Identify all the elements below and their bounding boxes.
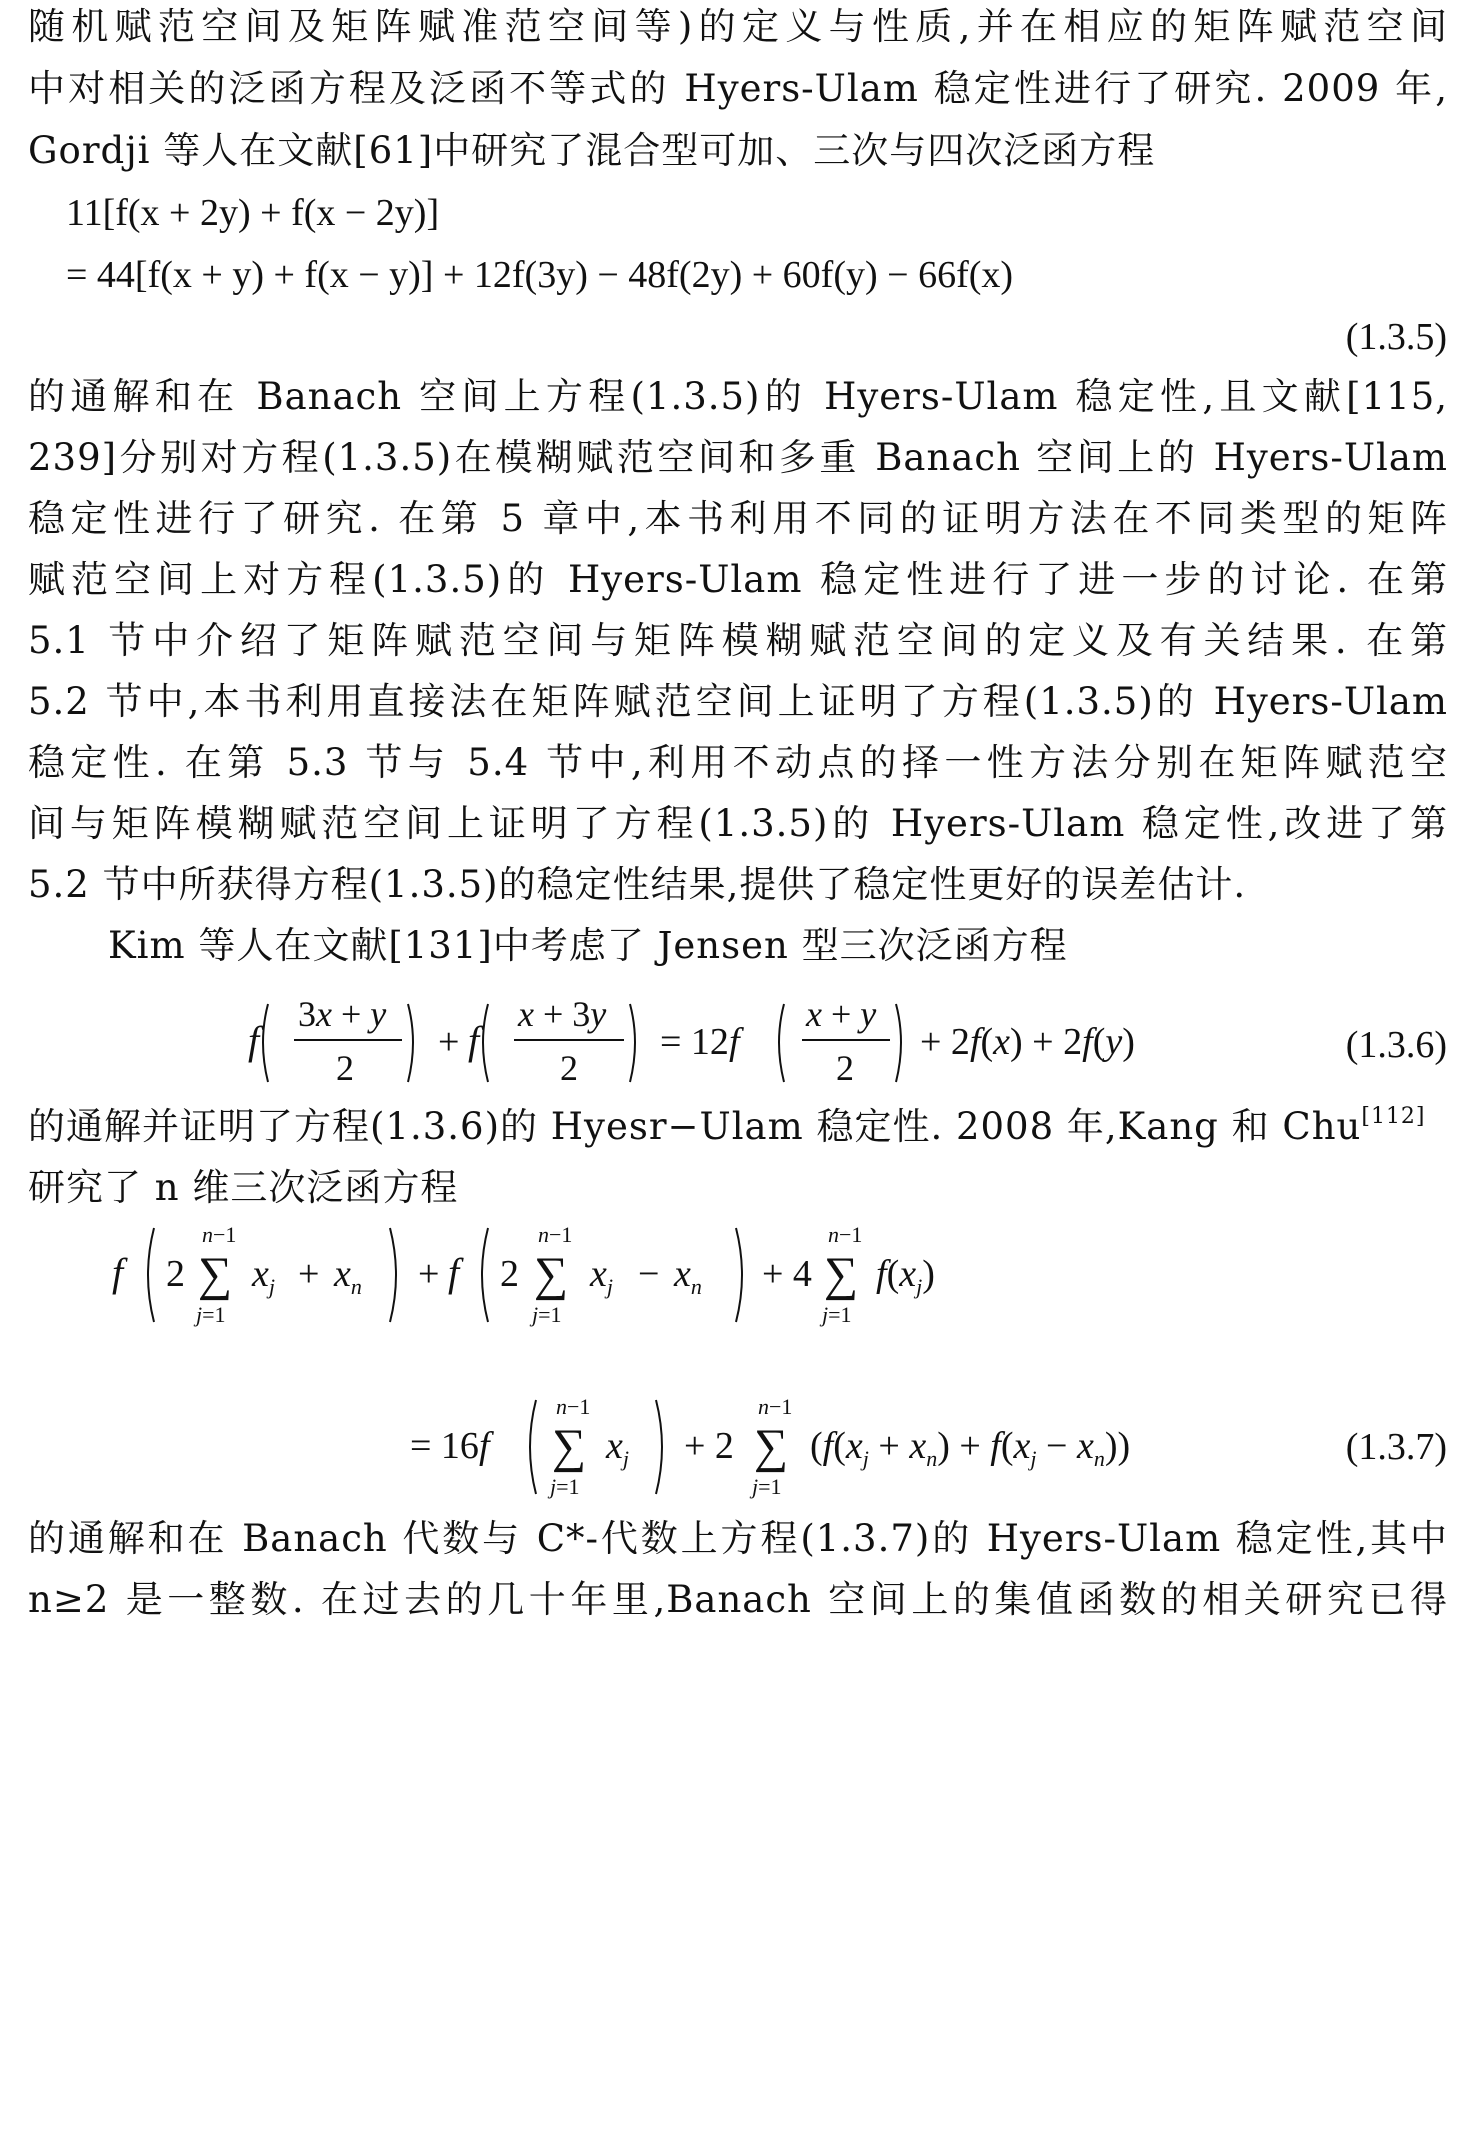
svg-text:xj: $x_j$: [590, 1253, 613, 1299]
svg-text:f(xj): $f(x_j)$: [876, 1253, 935, 1299]
svg-text:2: 2: [166, 1253, 185, 1295]
equation-1-3-7-line1: [0, 1220, 1475, 1340]
svg-text:(f(xj + xn) + f(xj − xn)): $(f(x_j + x_n) + f(x_j - x_n))$: [810, 1425, 1131, 1471]
svg-text:−: −: [638, 1253, 660, 1295]
svg-text:j=1: j=1: [532, 1302, 562, 1327]
svg-text:∑: ∑: [534, 1248, 569, 1301]
text-line: 5.1 节中介绍了矩阵赋范空间与矩阵模糊赋范空间的定义及有关结果. 在第: [28, 619, 1448, 662]
svg-text:f: f: [468, 1018, 480, 1063]
svg-text:j=1: j=1: [196, 1302, 226, 1327]
text-line: Gordji 等人在文献[61]中研究了混合型可加、三次与四次泛函方程: [28, 129, 1156, 172]
svg-text:j=1: j=1: [752, 1474, 782, 1499]
svg-text:∑: ∑: [552, 1420, 587, 1473]
text-line: 的通解和在 Banach 空间上方程(1.3.5)的 Hyers-Ulam 稳定性,且文献[115,: [28, 375, 1448, 418]
svg-text:f: f: [248, 1018, 260, 1063]
text-line: 稳定性. 在第 5.3 节与 5.4 节中,利用不动点的择一性方法分别在矩阵赋范空: [28, 741, 1448, 784]
equation-1-3-5-line1: 11[f(x + 2y) + f(x − 2y)]: [66, 192, 440, 234]
svg-text:∑: ∑: [198, 1248, 233, 1301]
svg-text:j=1: j=1: [550, 1474, 580, 1499]
equation-1-3-6: [0, 990, 1475, 1100]
text-line: 随机赋范空间及矩阵赋准范空间等)的定义与性质,并在相应的矩阵赋范空间: [28, 5, 1448, 48]
svg-text:n−1: n−1: [556, 1394, 591, 1419]
svg-text:xn: $x_n$: [674, 1253, 702, 1299]
text-span: 的通解并证明了方程(1.3.6)的 Hyesr−Ulam 稳定性. 2008 年,Kang 和 Chu: [28, 1105, 1362, 1148]
svg-text:+ 2: + 2: [684, 1425, 734, 1467]
svg-text:n−1: n−1: [538, 1222, 573, 1247]
svg-text:n−1: n−1: [202, 1222, 237, 1247]
svg-text:= 12f: = 12f: [660, 1021, 740, 1063]
text-line: [28, 1102, 1448, 1152]
text-line: 间与矩阵模糊赋范空间上证明了方程(1.3.5)的 Hyers-Ulam 稳定性,改进了第: [28, 802, 1448, 845]
text-line: 研究了 n 维三次泛函方程: [28, 1166, 459, 1209]
svg-text:∑: ∑: [754, 1420, 789, 1473]
svg-text:x + 3y: x + 3y: [518, 994, 607, 1034]
svg-text:f: f: [112, 1250, 124, 1295]
equation-number: (1.3.7): [1345, 1426, 1447, 1468]
text-line: 239]分别对方程(1.3.5)在模糊赋范空间和多重 Banach 空间上的 Hyers-Ulam: [28, 436, 1448, 479]
svg-text:f: f: [448, 1250, 460, 1295]
svg-text:xn: $x_n$: [334, 1253, 362, 1299]
svg-text:xj: $x_j$: [252, 1253, 275, 1299]
citation-ref: [112]: [1361, 1104, 1426, 1129]
svg-text:j=1: j=1: [822, 1302, 852, 1327]
svg-text:∑: ∑: [824, 1248, 859, 1301]
text-line: n≥2 是一整数. 在过去的几十年里,Banach 空间上的集值函数的相关研究已得: [28, 1578, 1448, 1621]
svg-text:+: +: [298, 1253, 320, 1295]
text-line: 5.2 节中,本书利用直接法在矩阵赋范空间上证明了方程(1.3.5)的 Hyers-Ulam: [28, 680, 1448, 723]
svg-text:3x + y: 3x + y: [298, 994, 387, 1034]
text-line: 5.2 节中所获得方程(1.3.5)的稳定性结果,提供了稳定性更好的误差估计.: [28, 863, 1247, 906]
svg-text:+ 4: + 4: [762, 1253, 812, 1295]
equation-number: (1.3.6): [1345, 1024, 1447, 1066]
svg-text:x + y: x + y: [806, 994, 877, 1034]
svg-text:xj: $x_j$: [606, 1425, 629, 1471]
text-line: 中对相关的泛函方程及泛函不等式的 Hyers-Ulam 稳定性进行了研究. 2009 年,: [28, 67, 1448, 110]
equation-number: (1.3.5): [1345, 316, 1447, 358]
svg-text:+: +: [418, 1253, 440, 1295]
svg-text:n−1: n−1: [758, 1394, 793, 1419]
equation-1-3-5-line2: = 44[f(x + y) + f(x − y)] + 12f(3y) − 48f(2y) + 60f(y) − 66f(x): [66, 254, 1014, 296]
svg-text:+: +: [438, 1021, 460, 1063]
svg-text:= 16f: = 16f: [410, 1425, 490, 1467]
svg-text:2: 2: [836, 1048, 854, 1088]
text-line: 赋范空间上对方程(1.3.5)的 Hyers-Ulam 稳定性进行了进一步的讨论. 在第: [28, 558, 1448, 601]
equation-1-3-7-line2: [0, 1392, 1475, 1512]
text-line: Kim 等人在文献[131]中考虑了 Jensen 型三次泛函方程: [108, 924, 1068, 967]
text-line: 稳定性进行了研究. 在第 5 章中,本书利用不同的证明方法在不同类型的矩阵: [28, 497, 1448, 540]
svg-text:2: 2: [500, 1253, 519, 1295]
svg-text:+ 2f(x) + 2f(y): + 2f(x) + 2f(y): [920, 1021, 1135, 1063]
text-line: 的通解和在 Banach 代数与 C*-代数上方程(1.3.7)的 Hyers-Ulam 稳定性,其中: [28, 1517, 1448, 1560]
svg-text:2: 2: [560, 1048, 578, 1088]
svg-text:2: 2: [336, 1048, 354, 1088]
svg-text:n−1: n−1: [828, 1222, 863, 1247]
